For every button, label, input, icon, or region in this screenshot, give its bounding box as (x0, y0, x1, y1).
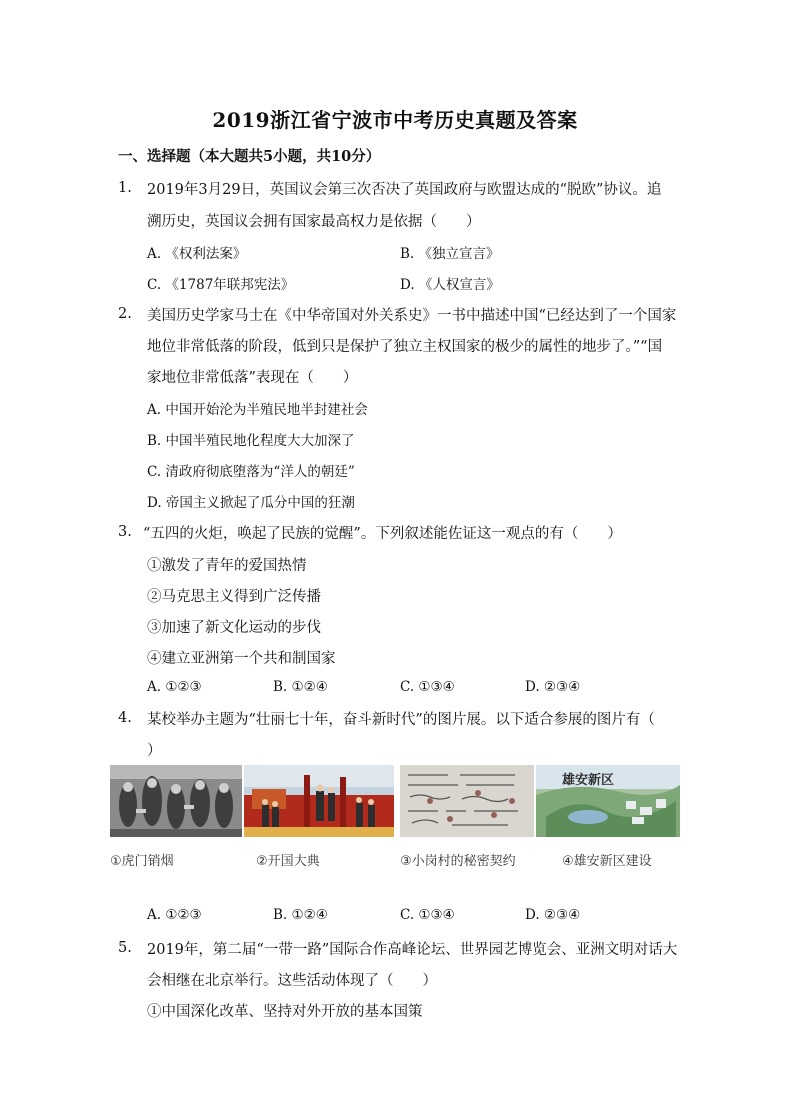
statement-item: ①激发了青年的爱国热情 (147, 558, 307, 574)
statement-item: ④建立亚洲第一个共和制国家 (147, 651, 336, 667)
option-b: B. 中国半殖民地化程度大大加深了 (147, 433, 355, 449)
option-d: D. ②③④ (525, 907, 581, 923)
picture-humen-relief (110, 765, 242, 837)
option-c: C. 《1787年联邦宪法》 (147, 277, 295, 293)
question-text-line: 溯历史，英国议会拥有国家最高权力是依据（ ） (147, 214, 481, 230)
picture-xiongan-new-area (536, 765, 680, 837)
option-a: A. 《权利法案》 (147, 246, 247, 262)
picture-overlay-label: 雄安新区 (562, 773, 615, 788)
question-text-line: ） (147, 743, 162, 759)
section-title: 一、选择题（本大题共5小题，共10分） (118, 148, 381, 165)
question-number: 5. (118, 940, 132, 956)
picture-caption: ④雄安新区建设 (562, 854, 652, 869)
statement-item: ②马克思主义得到广泛传播 (147, 589, 321, 605)
question-text-line: 地位非常低落的阶段，低到只是保护了独立主权国家的极少的属性的地步了。”“国 (147, 339, 663, 355)
question-text-line: 2019年，第二届“一带一路”国际合作高峰论坛、世界园艺博览会、亚洲文明对话大 (147, 942, 678, 958)
question-number: 3. (118, 524, 132, 540)
picture-caption: ①虎门销烟 (110, 854, 174, 869)
option-b: B. ①②④ (273, 907, 328, 923)
question-text-line: “五四的火炬，唤起了民族的觉醒”。下列叙述能佐证这一观点的有（ ） (143, 526, 622, 542)
picture-caption: ③小岗村的秘密契约 (400, 854, 516, 869)
option-a: A. ①②③ (147, 907, 202, 923)
picture-founding-ceremony (244, 765, 394, 837)
option-c: C. ①③④ (400, 907, 455, 923)
statement-item: ③加速了新文化运动的步伐 (147, 620, 321, 636)
option-b: B. ①②④ (273, 679, 328, 695)
page-title: 2019浙江省宁波市中考历史真题及答案 (212, 108, 578, 132)
option-b: B. 《独立宣言》 (400, 246, 500, 262)
option-a: A. 中国开始沦为半殖民地半封建社会 (147, 402, 368, 418)
question-number: 1. (118, 180, 132, 196)
question-text-line: 家地位非常低落”表现在（ ） (147, 370, 358, 386)
option-d: D. 《人权宣言》 (400, 277, 500, 293)
picture-caption: ②开国大典 (256, 854, 320, 869)
question-text-line: 2019年3月29日，英国议会第三次否决了英国政府与欧盟达成的“脱欧”协议。追 (147, 182, 662, 198)
option-d: D. 帝国主义掀起了瓜分中国的狂潮 (147, 495, 355, 511)
option-a: A. ①②③ (147, 679, 202, 695)
question-text-line: 美国历史学家马士在《中华帝国对外关系史》一书中描述中国“已经达到了一个国家 (147, 308, 677, 324)
option-c: C. 清政府彻底堕落为“洋人的朝廷” (147, 464, 355, 480)
option-c: C. ①③④ (400, 679, 455, 695)
option-d: D. ②③④ (525, 679, 581, 695)
statement-item: ①中国深化改革、坚持对外开放的基本国策 (147, 1004, 423, 1020)
question-text-line: 某校举办主题为“壮丽七十年，奋斗新时代”的图片展。以下适合参展的图片有（ (147, 712, 655, 728)
question-number: 4. (118, 710, 132, 726)
picture-secret-contract (400, 765, 534, 837)
question-number: 2. (118, 306, 132, 322)
question-text-line: 会相继在北京举行。这些活动体现了（ ） (147, 973, 437, 989)
